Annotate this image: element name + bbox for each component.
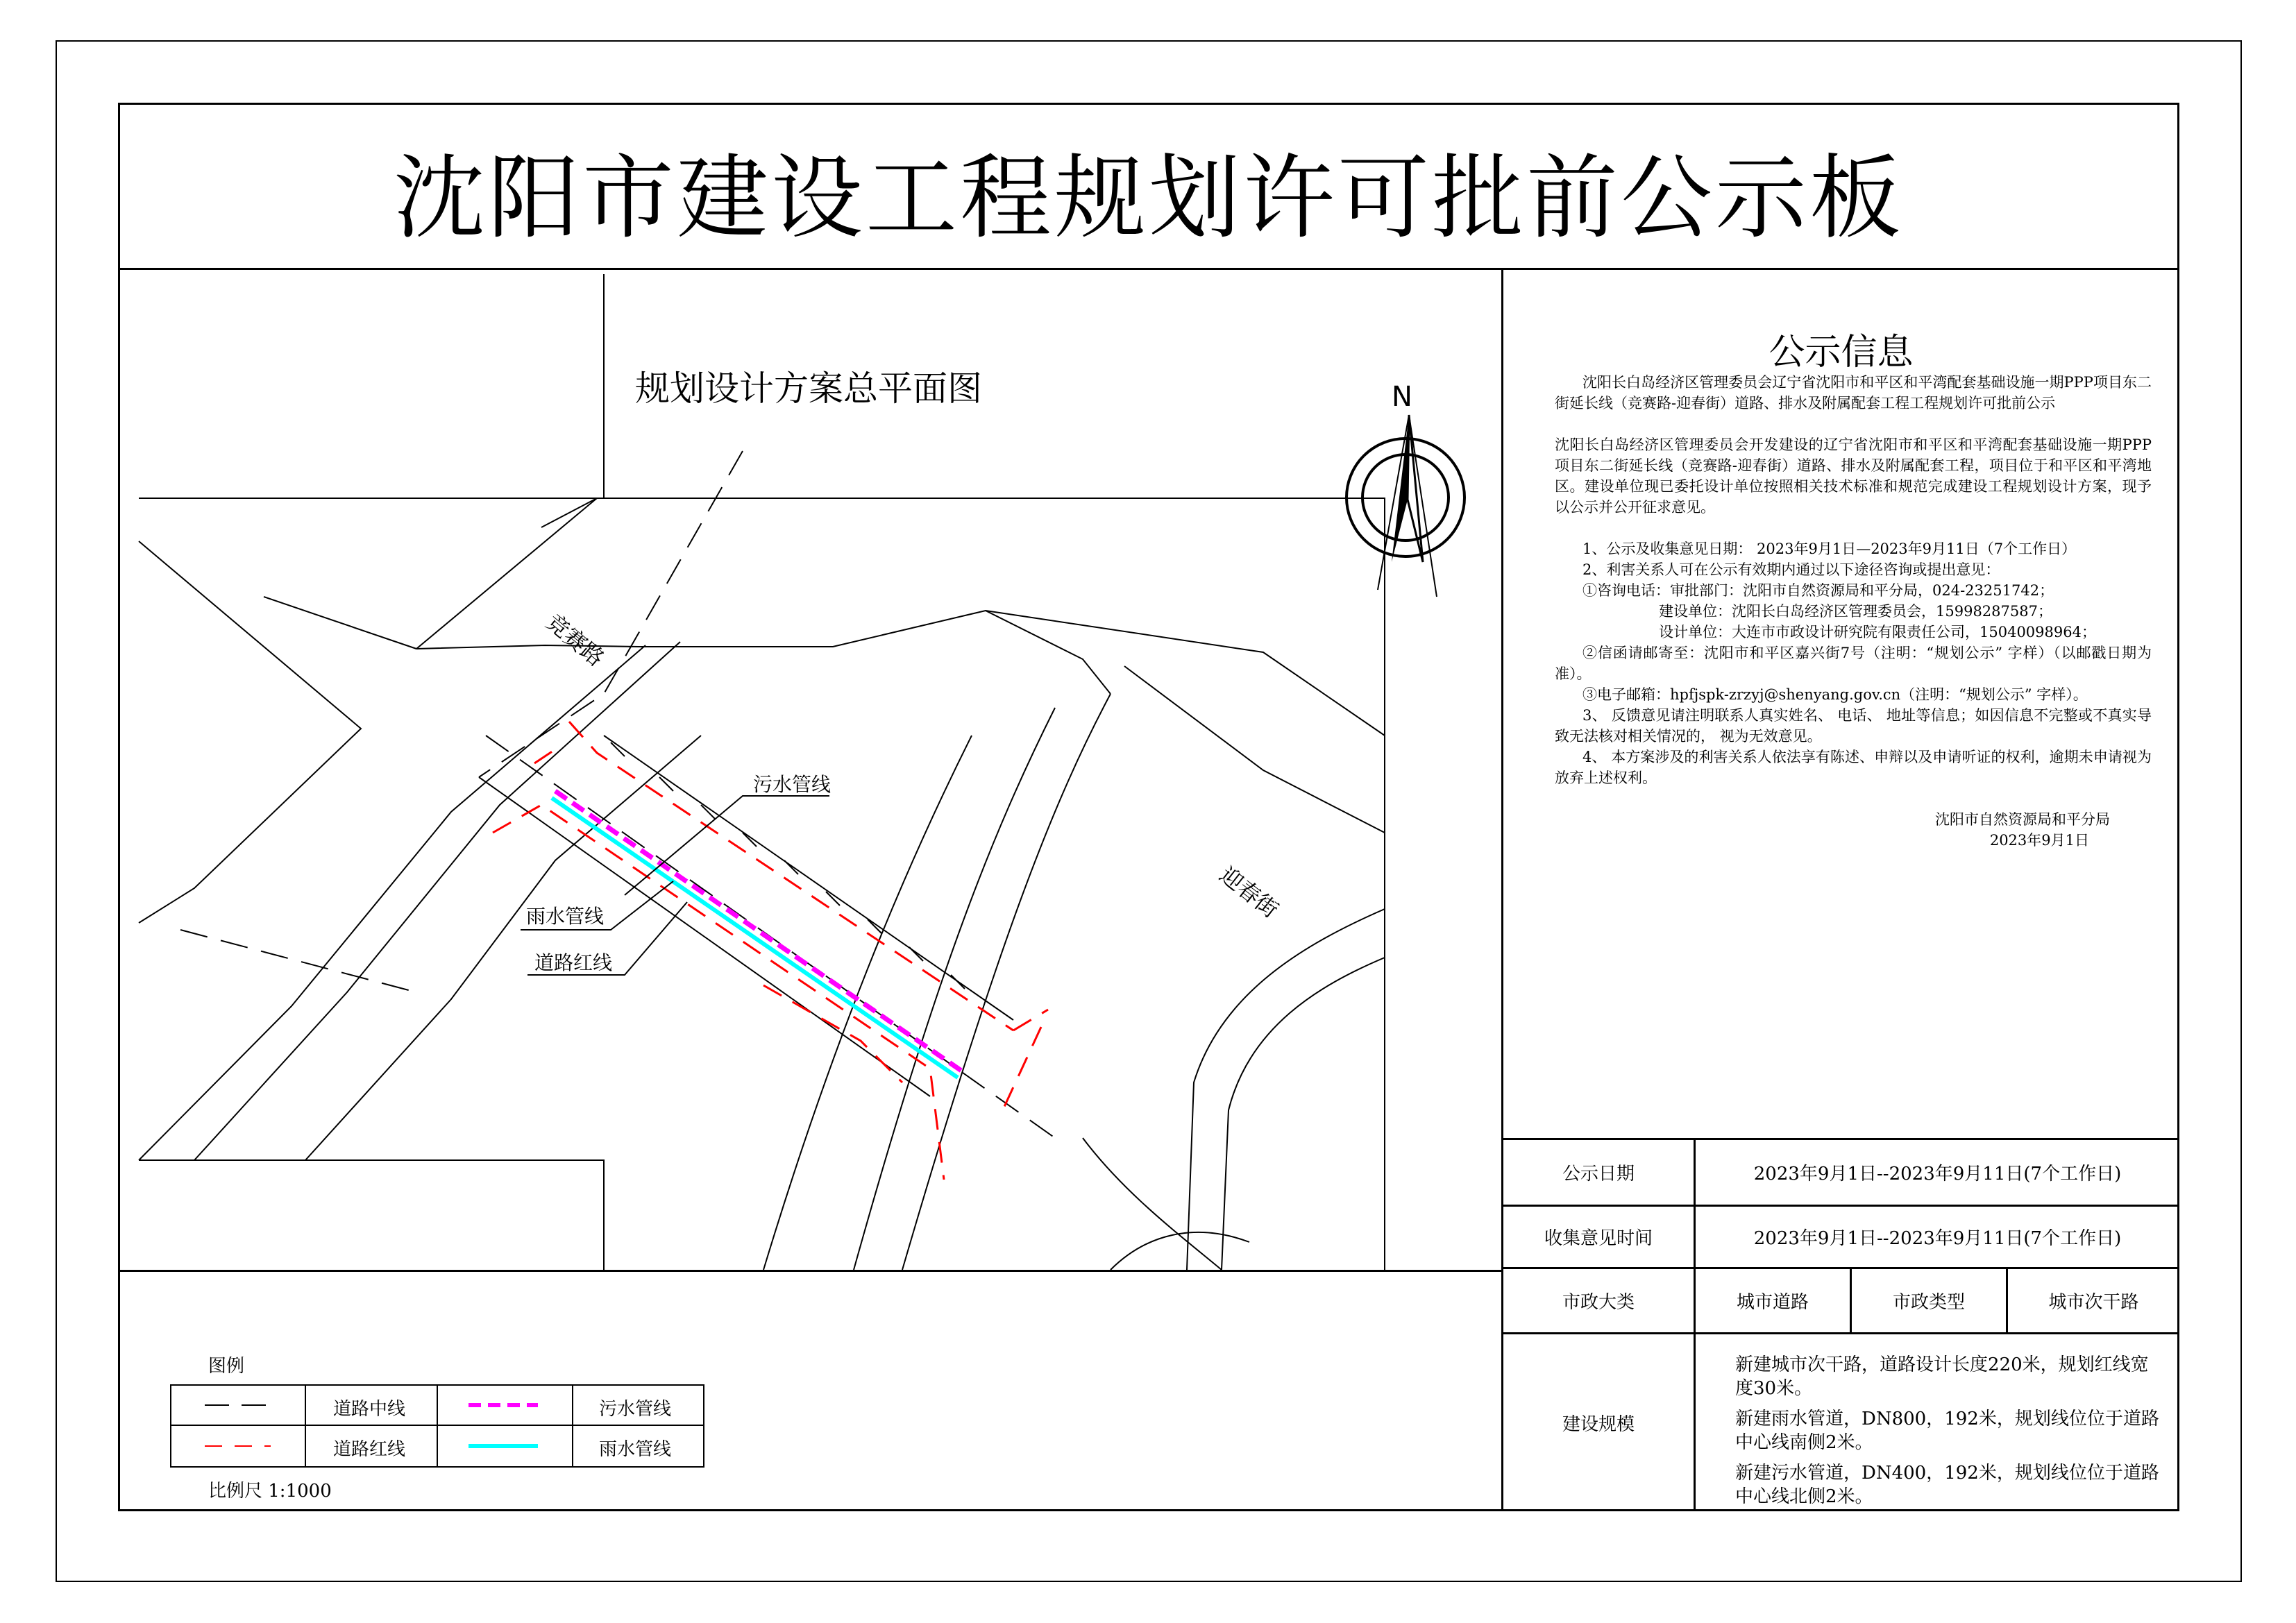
- notice-body: 沈阳长白岛经济区管理委员会开发建设的辽宁省沈阳市和平区和平湾配套基础设施一期PPP项目东二街延长线（竞赛路-迎春街）道路、排水及附属配套工程，项目位于和平区和平湾地区。建设单位现已委托设计单位按照相关技术标准和规范完成建设工程规划设计方案，现予以公示并公开征求意见。: [1555, 436, 2152, 516]
- legend-sewage: 污水管线: [599, 1399, 672, 1420]
- notice-signature: 沈阳市自然资源局和平分局: [1935, 811, 2110, 828]
- legend-title: 图例: [208, 1356, 245, 1377]
- category-label: 市政大类: [1562, 1292, 1635, 1313]
- notice-text: [1555, 372, 2152, 851]
- jingsai-road: [139, 498, 701, 1160]
- yingchun-road: [639, 611, 1385, 1270]
- plan-title: 规划设计方案总平面图: [635, 368, 982, 409]
- notice-item1: 1、公示及收集意见日期： 2023年9月1日—2023年9月11日（7个工作日）: [1582, 541, 2077, 557]
- legend-red-line: 道路红线: [333, 1439, 406, 1460]
- notice-date: 2023年9月1日: [1989, 832, 2089, 849]
- scale-line-road: 新建城市次干路，道路设计长度220米，规划红线宽度30米。: [1735, 1354, 2149, 1399]
- road-label-yingchun: 迎春街: [1215, 861, 1284, 924]
- category-value: 城市道路: [1736, 1292, 1809, 1313]
- scale-line-sewage: 新建污水管道，DN400，192米，规划线位位于道路中心线北侧2米。: [1735, 1463, 2159, 1507]
- notice-item2: 2、利害关系人可在公示有效期内通过以下途径咨询或提出意见：: [1582, 561, 2000, 578]
- collect-value: 2023年9月1日--2023年9月11日(7个工作日): [1753, 1228, 2122, 1249]
- legend-center-line: 道路中线: [333, 1399, 406, 1420]
- notice-date-label: 公示日期: [1562, 1164, 1635, 1184]
- notice-title: 公示信息: [1769, 332, 1914, 373]
- north-label: N: [1392, 381, 1412, 413]
- callout-red-line: 道路红线: [534, 951, 613, 974]
- road-label-jingsai: 竞赛路: [541, 609, 609, 672]
- callout-sewage: 污水管线: [753, 773, 832, 796]
- scale-label: 建设规模: [1562, 1414, 1635, 1435]
- notice-item4: 4、 本方案涉及的利害关系人依法享有陈述、申辩以及申请听证的权利，逾期未申请视为放弃上述权利。: [1555, 749, 2152, 786]
- scale-description: [1735, 1353, 2166, 1515]
- board-title: 沈阳市建设工程规划许可批前公示板: [394, 145, 1904, 252]
- type-label: 市政类型: [1892, 1292, 1965, 1313]
- legend-scale: 比例尺 1:1000: [208, 1481, 332, 1502]
- callout-rain: 雨水管线: [526, 905, 605, 928]
- notice-item2d: ②信函请邮寄至：沈阳市和平区嘉兴街7号（注明：“规划公示” 字样）（以邮戳日期为准）。: [1555, 645, 2152, 682]
- sewage-pipe: [555, 791, 961, 1071]
- notice-item2c: 设计单位：大连市市政设计研究院有限责任公司，15040098964；: [1659, 624, 2096, 640]
- notice-item2e: ③电子邮箱：hpfjspk-zrzyj@shenyang.gov.cn（注明：“规划公示” 字样）。: [1582, 686, 2088, 703]
- notice-date-value: 2023年9月1日--2023年9月11日(7个工作日): [1753, 1164, 2122, 1184]
- notice-item3: 3、 反馈意见请注明联系人真实姓名、 电话、 地址等信息；如因信息不完整或不真实导致无法核对相关情况的， 视为无效意见。: [1555, 707, 2152, 745]
- notice-intro: 沈阳长白岛经济区管理委员会辽宁省沈阳市和平区和平湾配套基础设施一期PPP项目东二街延长线（竞赛路-迎春街）道路、排水及附属配套工程工程规划许可批前公示: [1555, 374, 2152, 411]
- notice-item2b: 建设单位：沈阳长白岛经济区管理委员会，15998287587；: [1659, 603, 2052, 620]
- notice-item2a: ①咨询电话：审批部门：沈阳市自然资源局和平分局，024-23251742；: [1582, 582, 2054, 599]
- collect-label: 收集意见时间: [1544, 1228, 1653, 1249]
- type-value: 城市次干路: [2048, 1292, 2139, 1313]
- legend-rain: 雨水管线: [599, 1439, 672, 1460]
- north-compass: [1347, 415, 1464, 597]
- scale-line-rain: 新建雨水管道，DN800，192米，规划线位位于道路中心线南侧2米。: [1735, 1409, 2159, 1453]
